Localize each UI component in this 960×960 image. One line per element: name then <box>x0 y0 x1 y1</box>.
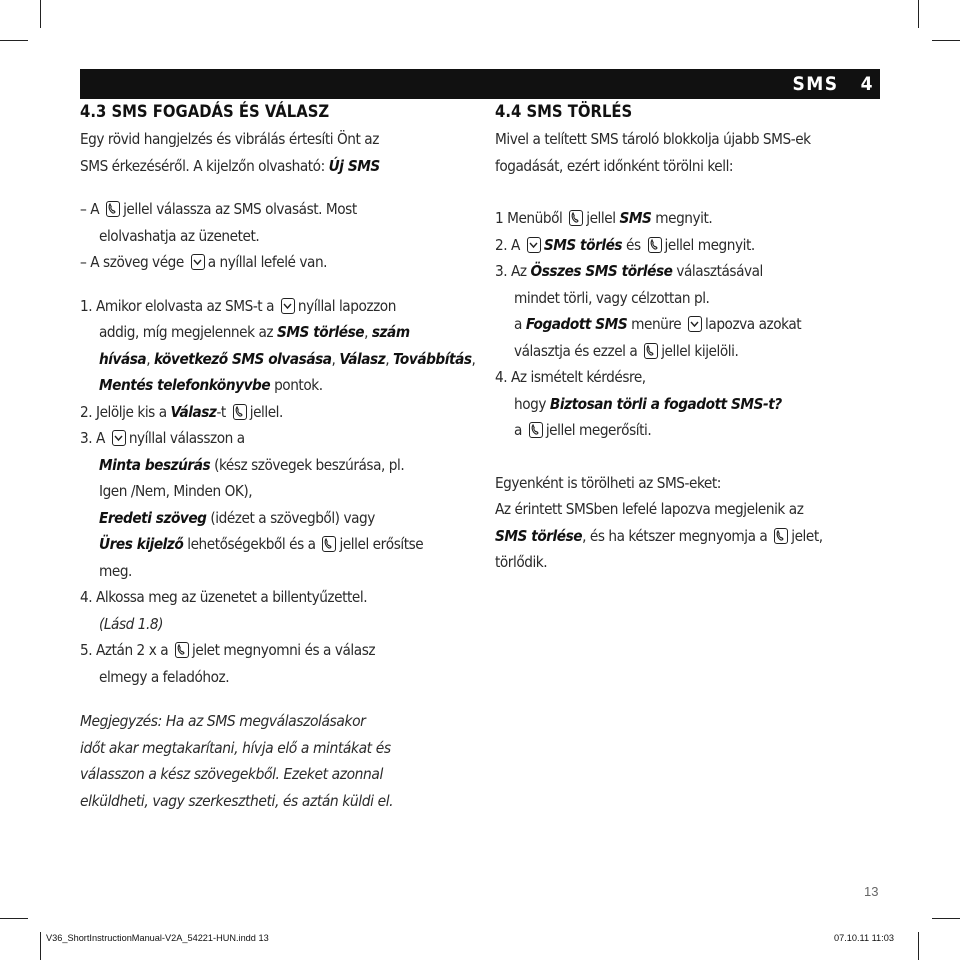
call-key-icon <box>569 210 583 226</box>
call-key-icon <box>529 422 543 438</box>
left-column: 4.3 SMS FOGADÁS ÉS VÁLASZ Egy rövid hangjelzés és vibrálás értesíti Önt az SMS érkezéséről. A kijelzőn olvasható: Új SMS – A jellel válassza az SMS olvasást. Most elolvashatja az üzenetet. – A szöveg vége a nyíllal lefelé van. 1. Amikor elolvasta az SMS-t a nyíllal lapozzon addig, míg megjelennek az SMS törlése, szám hívása, következő SMS olvasása, Válasz, Továbbítás, Mentés telefonkönyvbe pontok. 2. Jelölje kis a Válasz-t jellel. 3. A nyíllal válasszon a Minta beszúrás (kész szövegek beszúrása, pl. Igen /Nem, Minden OK), Eredeti szöveg (idézet a szövegből) vagy Üres kijelző lehetőségekből és a jellel erősítse meg. 4. Alkossa meg az üzenetet a billentyűzettel. (Lásd 1.8) 5. Aztán 2 x a jelet megnyomni és a válasz elmegy a feladóhoz. <box>80 98 470 690</box>
crop-mark <box>932 918 960 919</box>
section-header-bar <box>80 69 880 99</box>
section-header-label <box>792 73 874 95</box>
call-key-icon <box>648 237 662 253</box>
step-3: 3. A nyíllal válasszon a <box>80 429 245 447</box>
crop-mark <box>40 0 41 28</box>
dash-item-cont: elolvashatja az üzenetet. <box>99 226 260 245</box>
step-2: 2. A SMS törlés és jellel megnyit. <box>495 235 755 254</box>
step-5: 5. Aztán 2 x a jelet megnyomni és a válasz <box>80 641 376 659</box>
step-3: 3. Az Összes SMS törlése választásával <box>495 262 763 280</box>
text-line: Egy rövid hangjelzés és vibrálás értesíti Önt az <box>80 130 379 148</box>
crop-mark <box>40 932 41 960</box>
call-key-icon <box>106 201 120 217</box>
step-1: 1 Menüből jellel SMS megnyit. <box>495 209 713 227</box>
crop-mark <box>932 40 960 41</box>
down-arrow-key-icon <box>112 430 126 446</box>
section-heading-receive: 4.3 SMS FOGADÁS ÉS VÁLASZ <box>80 102 330 121</box>
dash-item: – A jellel válassza az SMS olvasást. Most <box>80 200 357 218</box>
call-key-icon <box>774 528 788 544</box>
step-4: 4. Az ismételt kérdésre, <box>495 368 646 386</box>
right-column: 4.4 SMS TÖRLÉS Mivel a telített SMS tároló blokkolja újabb SMS-ek fogadását, ezért időnként törölni kell: 1 Menüből jellel SMS megnyit. 2. A SMS törlés és jellel megnyit. 3. Az Összes SMS törlése választásával mindet törli, vagy célzottan pl. a Fogadott SMS menüre lapozva azokat választja és ezzel a jellel kijelöli. 4. Az ismételt kérdésre, hogy Biztosan törli a fogadott SMS-t? a jellel megerősíti. Egyenként is törölheti az SMS-eket: Az érintett SMSben lefelé lapozva megjelenik az SMS törlése, és ha kétszer megnyomja a jelet, törlődik. <box>495 98 885 576</box>
chapter-number: 4 <box>860 73 874 95</box>
page-number: 13 <box>864 884 879 899</box>
note-paragraph: Megjegyzés: Ha az SMS megválaszolásakor időt akar megtakarítani, hívja elő a mintákat és válasszon a kész szövegekből. Ezeket azonnal elküldheti, vagy szerkesztheti, és aztán küldi el. <box>80 712 394 810</box>
crop-mark <box>918 0 919 28</box>
step-1: 1. Amikor elolvasta az SMS-t a nyíllal lapozzon <box>80 296 396 315</box>
call-key-icon <box>233 404 247 420</box>
text-line: SMS érkezéséről. A kijelzőn olvasható: Új SMS <box>80 156 380 175</box>
crop-mark <box>0 918 28 919</box>
down-arrow-key-icon <box>191 254 205 270</box>
call-key-icon <box>644 343 658 359</box>
step-4: 4. Alkossa meg az üzenetet a billentyűzettel. <box>80 588 368 606</box>
section-heading-delete: 4.4 SMS TÖRLÉS <box>495 102 633 121</box>
down-arrow-key-icon <box>281 298 295 314</box>
down-arrow-key-icon <box>527 237 541 253</box>
print-date: 07.10.11 11:03 <box>834 933 894 943</box>
down-arrow-key-icon <box>688 316 702 332</box>
step-2: 2. Jelölje kis a Válasz-t jellel. <box>80 402 283 421</box>
crop-mark <box>0 40 28 41</box>
crop-mark <box>918 932 919 960</box>
call-key-icon <box>175 642 189 658</box>
call-key-icon <box>322 536 336 552</box>
section-name: SMS <box>792 73 839 95</box>
dash-item: – A szöveg vége a nyíllal lefelé van. <box>80 253 328 271</box>
file-slug: V36_ShortInstructionManual-V2A_54221-HUN.indd 13 <box>46 933 269 943</box>
